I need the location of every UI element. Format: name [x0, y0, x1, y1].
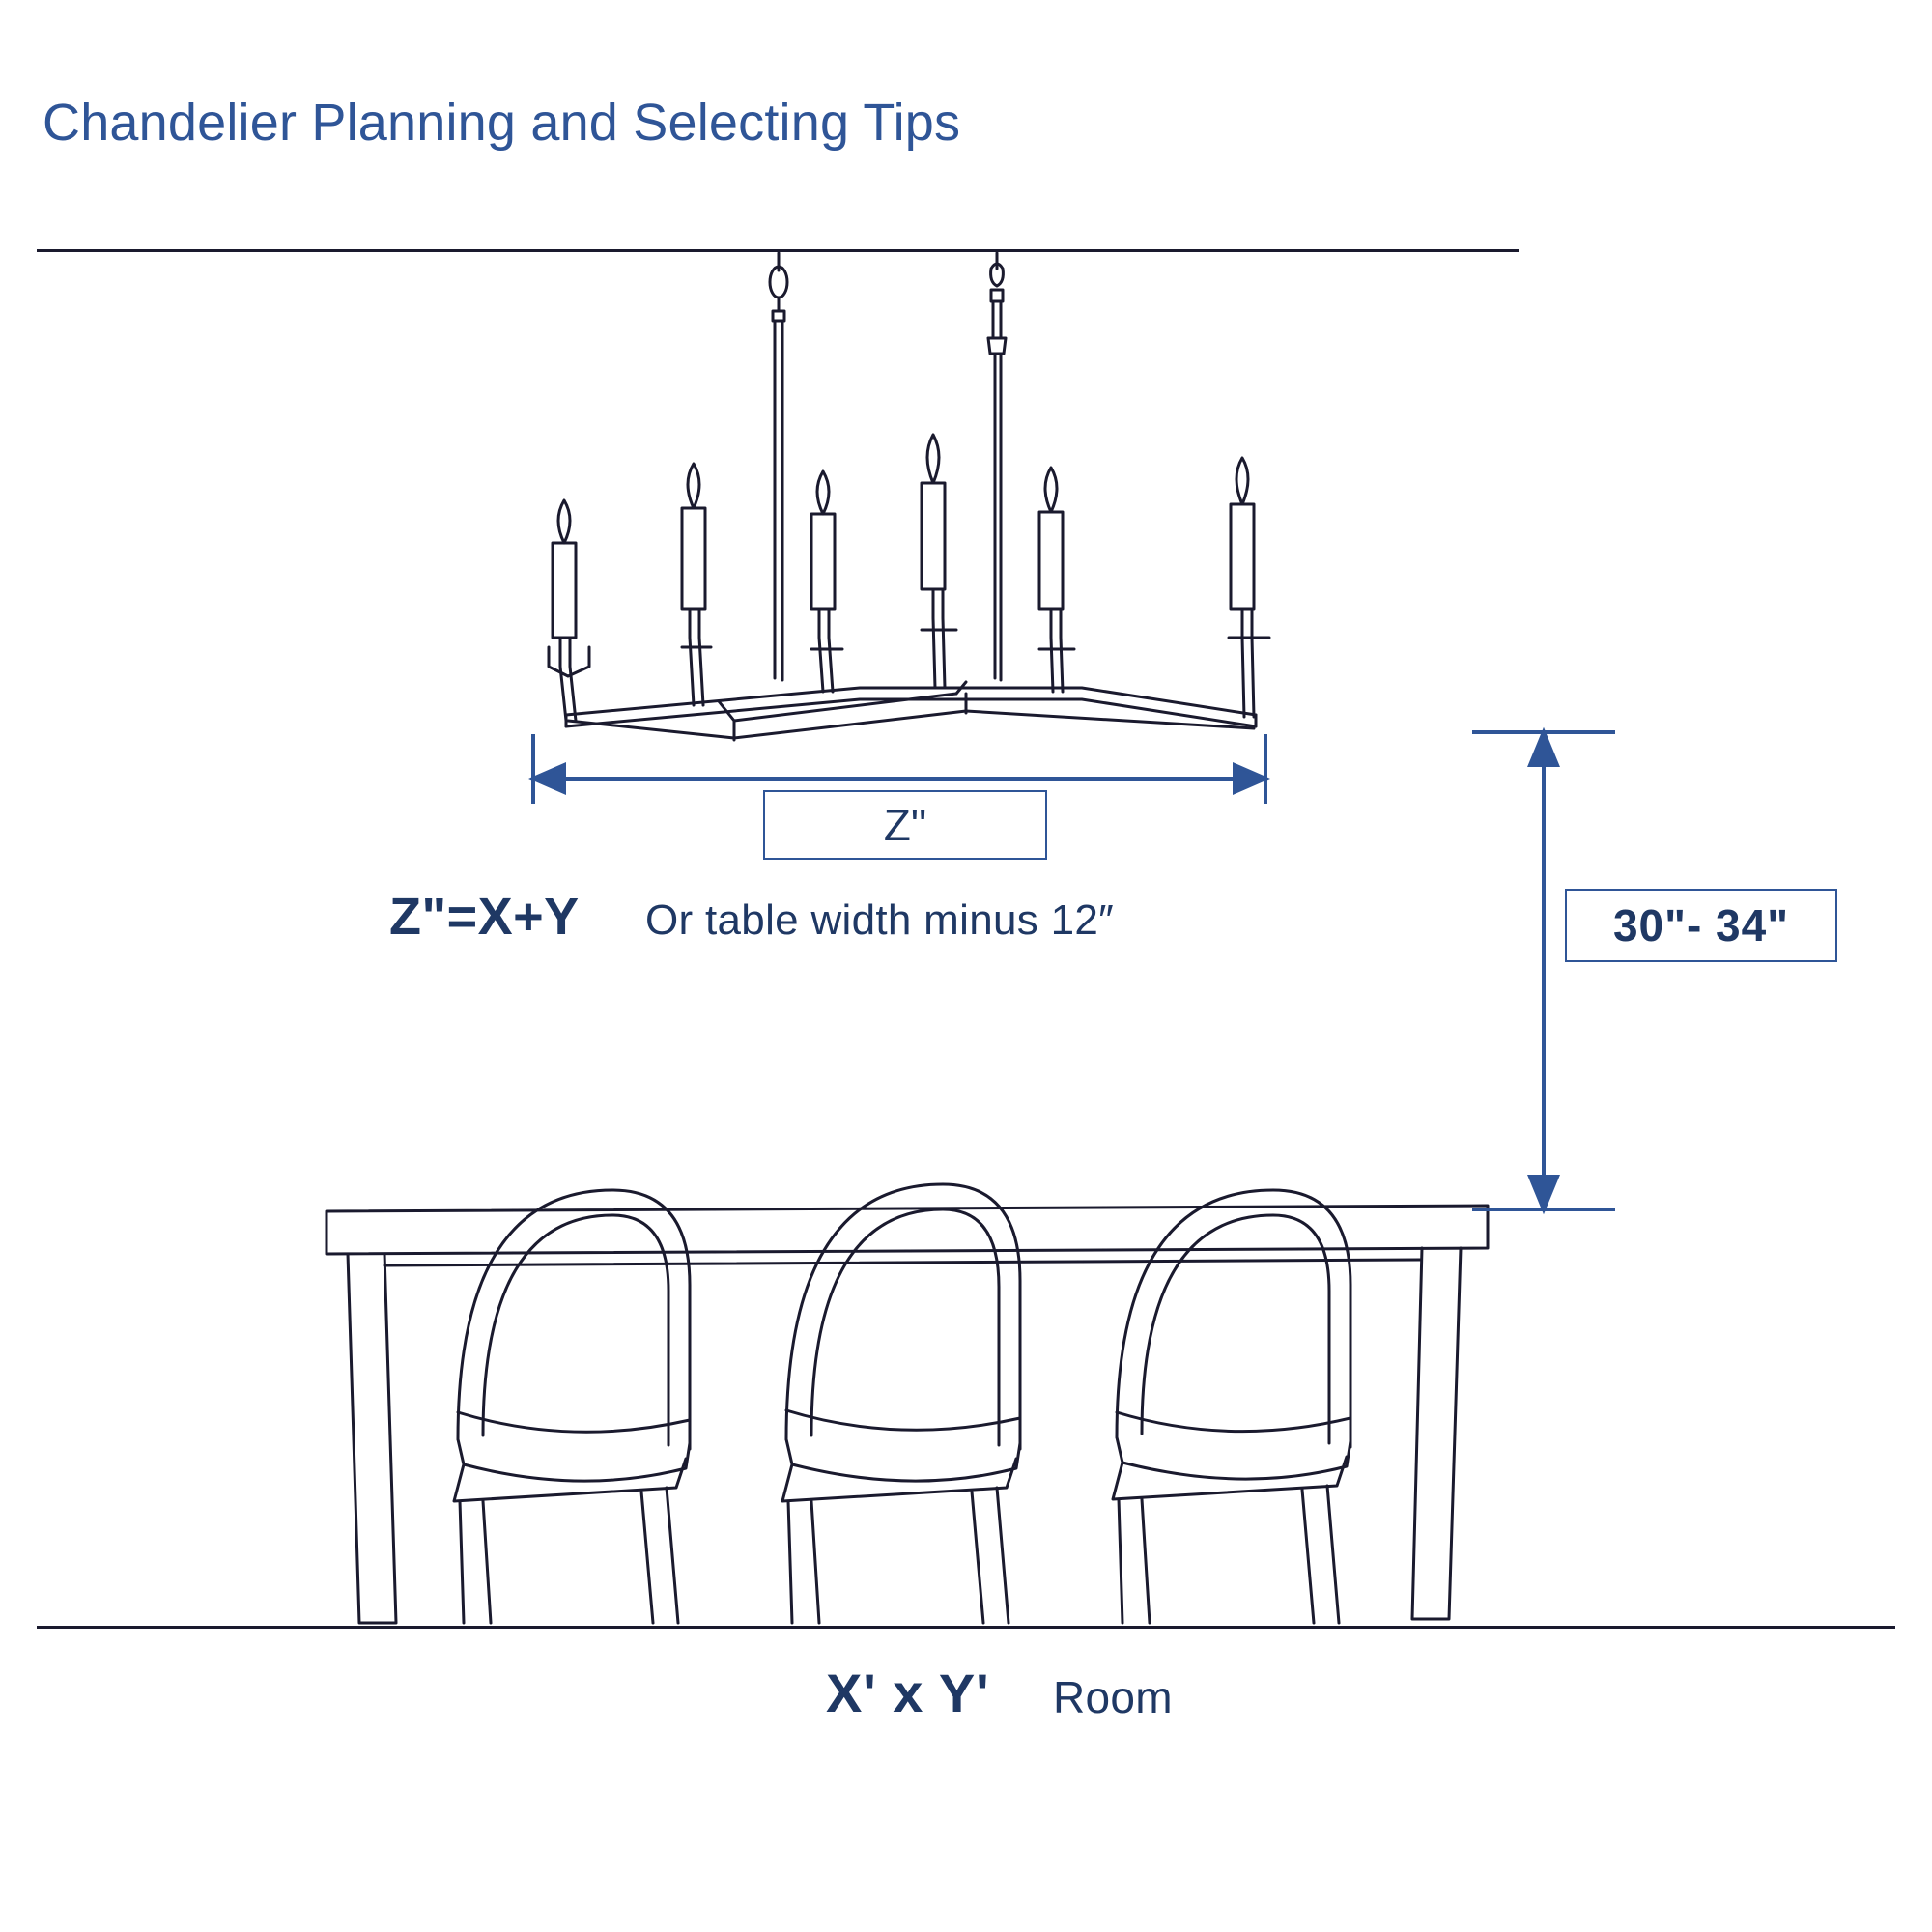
dining-chair-1	[454, 1190, 690, 1623]
chandelier-candles	[553, 435, 1254, 638]
chandelier-chain-left	[770, 253, 787, 680]
dimension-lines	[533, 732, 1615, 1209]
chandelier-chain-right	[988, 253, 1006, 680]
hanging-height-label: 30"- 34"	[1565, 889, 1837, 962]
room-dimension: X' x Y'	[826, 1662, 990, 1723]
chandelier-width-label: Z"	[763, 790, 1047, 860]
arrow-left-icon	[533, 765, 564, 792]
dining-chair-3	[1113, 1190, 1350, 1623]
arrow-down-icon	[1530, 1177, 1557, 1209]
room-dimension-note: Room	[1053, 1672, 1173, 1722]
hanging-height-dimension-line	[1472, 732, 1615, 1209]
page-title: Chandelier Planning and Selecting Tips	[43, 94, 961, 152]
arrow-right-icon	[1235, 765, 1265, 792]
chandelier-frame	[566, 682, 1256, 740]
width-formula-note: Or table width minus 12″	[645, 896, 1114, 944]
arrow-up-icon	[1530, 732, 1557, 765]
dining-table	[327, 1206, 1488, 1623]
width-formula: Z"=X+Y	[389, 888, 580, 946]
